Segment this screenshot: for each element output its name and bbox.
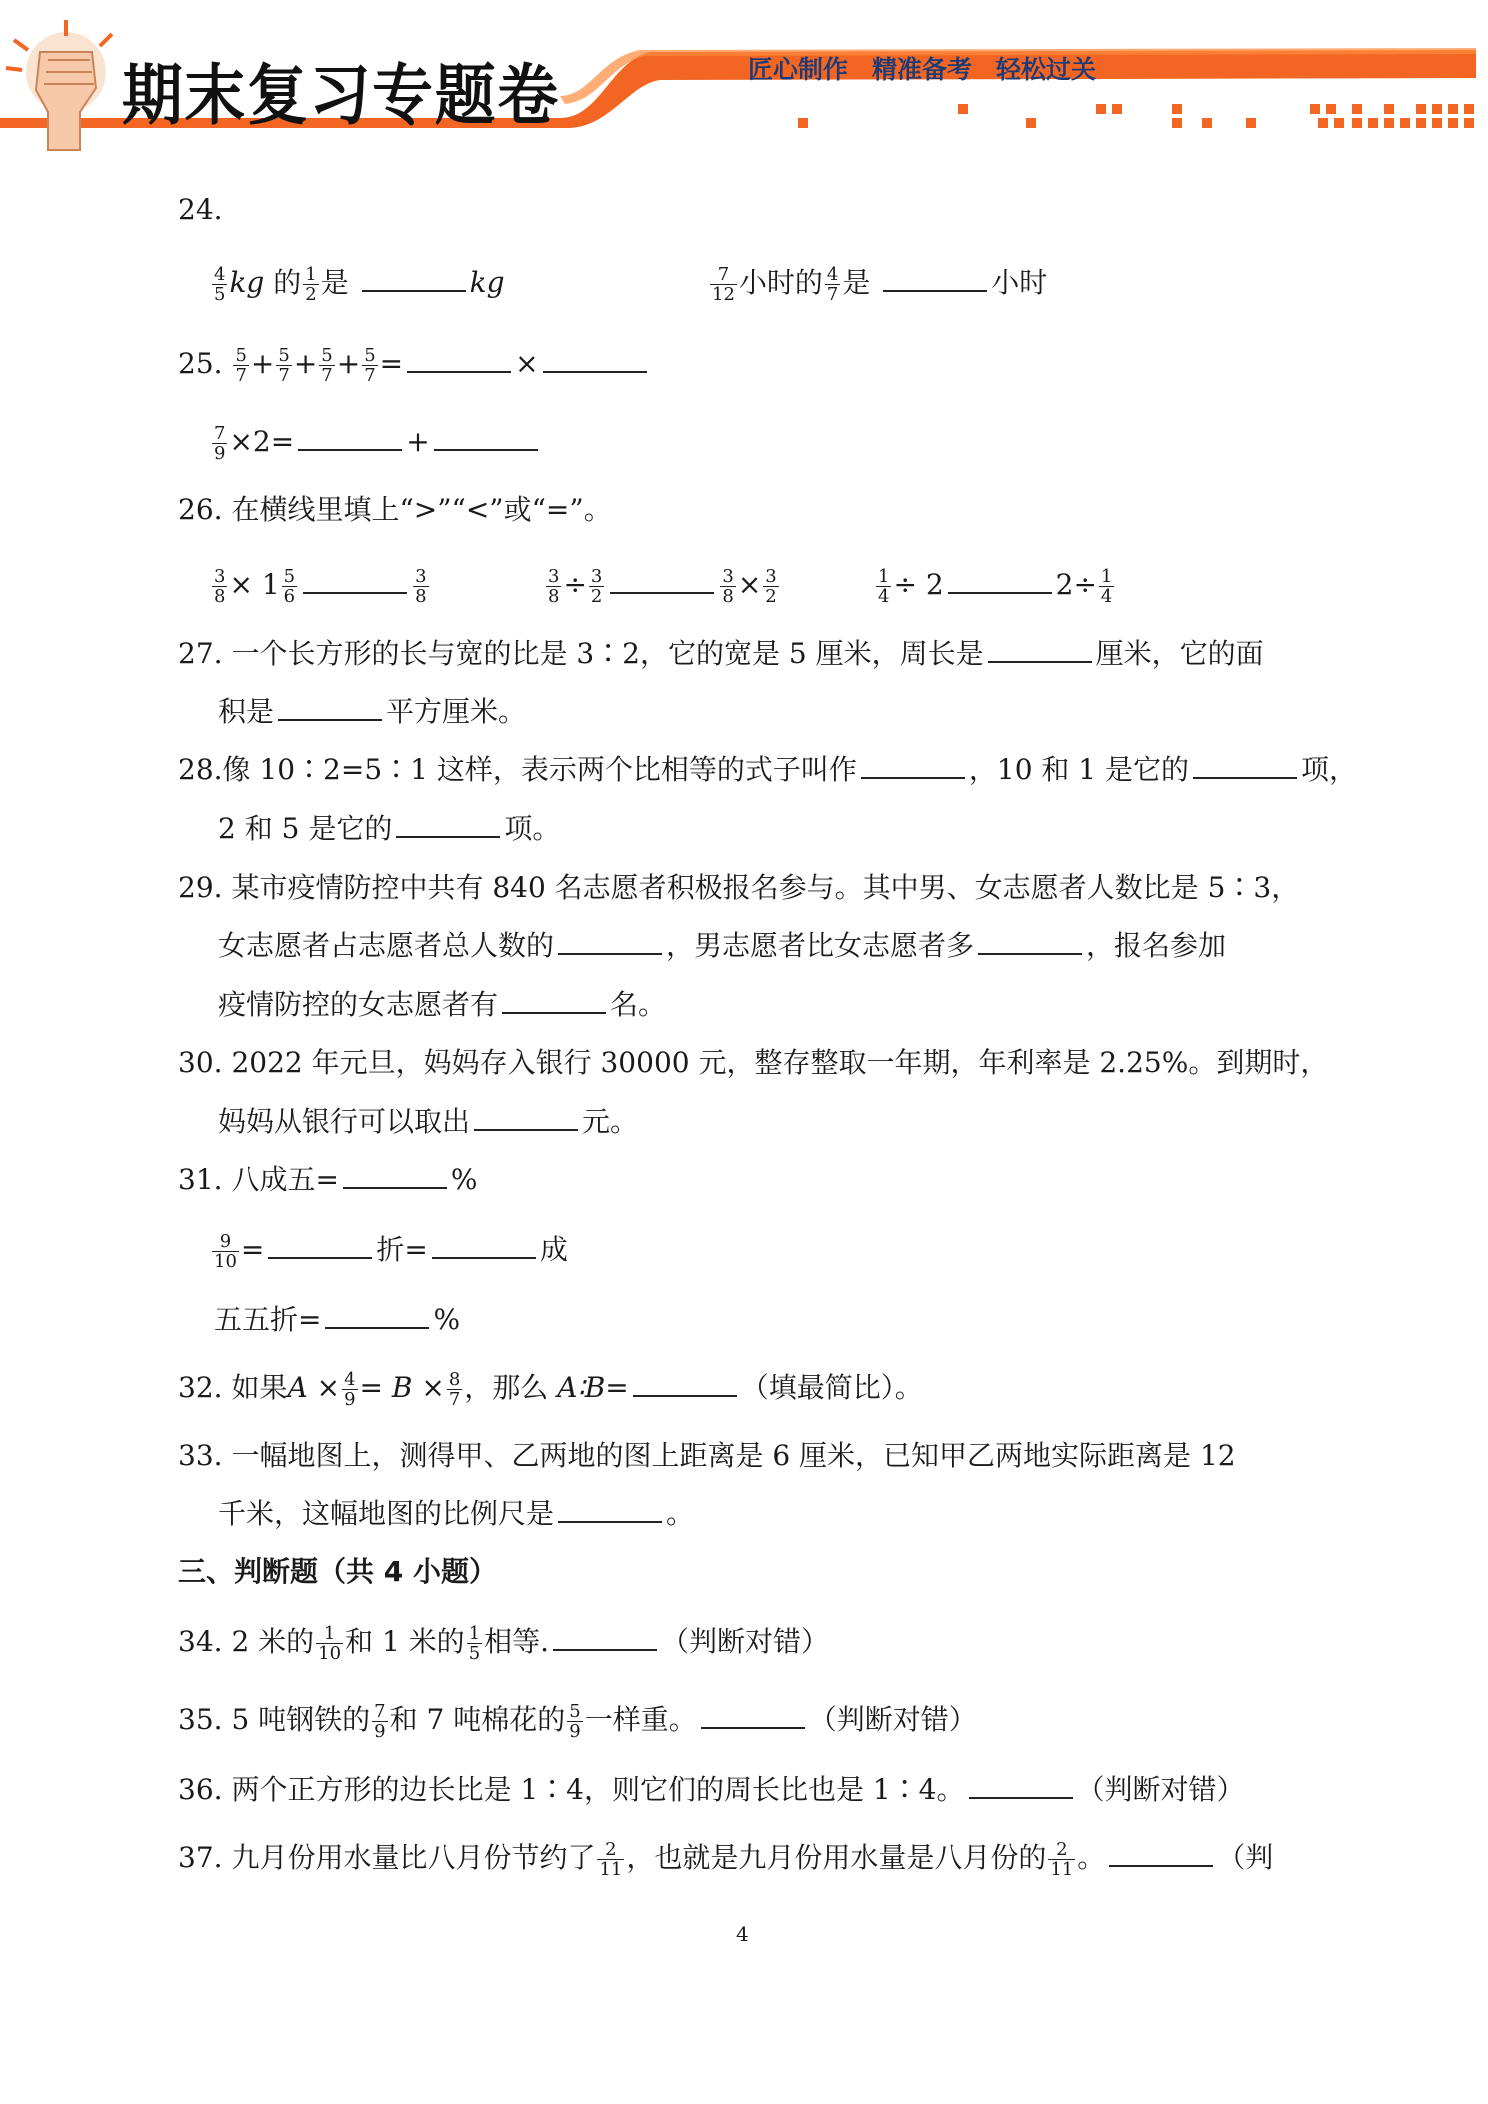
decorative-dots [798,104,1474,128]
q31-line3: 五五折= % [214,1303,461,1336]
q28-blank-1[interactable] [861,751,965,779]
q25-line1: 25. $\frac{5}{7}$ + $\frac{5}{7}$ + $\frac{5}{7}$ + $\frac{5}{7}$ = × [178,344,651,384]
q33-line1: 33. 一幅地图上，测得甲、乙两地的图上距离是 6 厘米，已知甲乙两地实际距离是 12 [178,1439,1236,1472]
q25-blank-4[interactable] [434,423,538,451]
q26-item-c: $\frac{1}{4}$ ÷ 2 2÷ $\frac{1}{4}$ [878,566,1113,607]
q31-blank-3[interactable] [432,1231,536,1259]
q31-line1: 31. 八成五= % [178,1163,478,1196]
q26-a-blank[interactable] [303,566,407,594]
q26-b-blank[interactable] [610,566,714,594]
q24-b-blank[interactable] [883,264,987,292]
q37-line: 37. 九月份用水量比八月份节约了 $\frac{2}{11}$ ，也就是九月份用水量是八月份的 $\frac{2}{11}$ 。 （判 [178,1839,1274,1880]
q28-blank-3[interactable] [396,810,500,838]
q30-line2: 妈妈从银行可以取出 元。 [218,1105,639,1138]
fist-icon [6,20,112,150]
q32-line: 32. 如果A × $\frac{4}{9}$ = B × $\frac{8}{7}$ ，那么 A∶B= （填最简比）。 [178,1369,923,1410]
q26-prompt: 26. 在横线里填上“>”“<”或“=”。 [178,493,612,526]
q24-a-blank[interactable] [362,264,466,292]
q33-line2: 千米，这幅地图的比例尺是 。 [218,1497,695,1530]
q27-line1: 27. 一个长方形的长与宽的比是 3∶2，它的宽是 5 厘米，周长是 厘米，它的面 [178,637,1264,670]
q29-line2: 女志愿者占志愿者总人数的 ，男志愿者比女志愿者多 ，报名参加 [218,929,1227,962]
q28-line1: 28.像 10∶2=5∶1 这样，表示两个比相等的式子叫作 ，10 和 1 是它的 项， [178,753,1358,786]
q24-number: 24. [178,193,223,226]
q25-blank-3[interactable] [298,423,402,451]
q35-blank[interactable] [701,1701,805,1729]
header-title: 期末复习专题卷 [122,57,560,134]
q27-line2: 积是 平方厘米。 [218,695,527,728]
q29-blank-2[interactable] [978,927,1082,955]
q29-blank-1[interactable] [558,927,662,955]
page-header [0,0,1488,160]
q29-blank-3[interactable] [502,986,606,1014]
q30-blank[interactable] [474,1103,578,1131]
q25-line2: $\frac{7}{9}$ ×2= + [210,422,542,462]
section3-title: 三、判断题（共 4 小题） [178,1555,497,1588]
q25-blank-2[interactable] [543,345,647,373]
q28-blank-2[interactable] [1193,751,1297,779]
q24-part-a: $\frac{4}{5}$ kg 的 $\frac{1}{2}$ 是 kg [214,264,505,305]
q36-line: 36. 两个正方形的边长比是 1∶4，则它们的周长比也是 1∶4。 （判断对错） [178,1773,1245,1806]
q30-line1: 30. 2022 年元旦，妈妈存入银行 30000 元，整存整取一年期，年利率是 2.25%。到期时， [178,1046,1329,1079]
q27-blank-1[interactable] [988,635,1092,663]
q31-blank-4[interactable] [325,1301,429,1329]
q31-line2: $\frac{9}{10}$ = 折= 成 [214,1231,568,1272]
q34-blank[interactable] [553,1623,657,1651]
q27-blank-2[interactable] [278,693,382,721]
q34-line: 34. 2 米的 $\frac{1}{10}$ 和 1 米的 $\frac{1}{5}$ 相等. （判断对错） [178,1623,830,1664]
header-slogan: 匠心制作 精准备考 轻松过关 [748,55,1097,84]
q24-part-b: $\frac{7}{12}$ 小时的 $\frac{4}{7}$ 是 小时 [712,264,1048,305]
q31-blank-2[interactable] [268,1231,372,1259]
q33-blank[interactable] [558,1495,662,1523]
q28-line2: 2 和 5 是它的 项。 [218,812,561,845]
q26-item-a: $\frac{3}{8}$ × 1 $\frac{5}{6}$ $\frac{3}{8}$ [214,566,427,607]
q32-blank[interactable] [633,1369,737,1397]
q25-blank-1[interactable] [407,345,511,373]
q26-c-blank[interactable] [948,566,1052,594]
page-number: 4 [736,1922,749,1946]
q31-blank-1[interactable] [343,1161,447,1189]
q36-blank[interactable] [969,1771,1073,1799]
q35-line: 35. 5 吨钢铁的 $\frac{7}{9}$ 和 7 吨棉花的 $\frac{5}{9}$ 一样重。 （判断对错） [178,1701,977,1742]
q29-line3: 疫情防控的女志愿者有 名。 [218,988,667,1021]
q26-item-b: $\frac{3}{8}$ ÷ $\frac{3}{2}$ $\frac{3}{8}$ × $\frac{3}{2}$ [548,566,777,607]
q37-blank[interactable] [1109,1839,1213,1867]
q29-line1: 29. 某市疫情防控中共有 840 名志愿者积极报名参与。其中男、女志愿者人数比是 5∶3， [178,871,1300,904]
